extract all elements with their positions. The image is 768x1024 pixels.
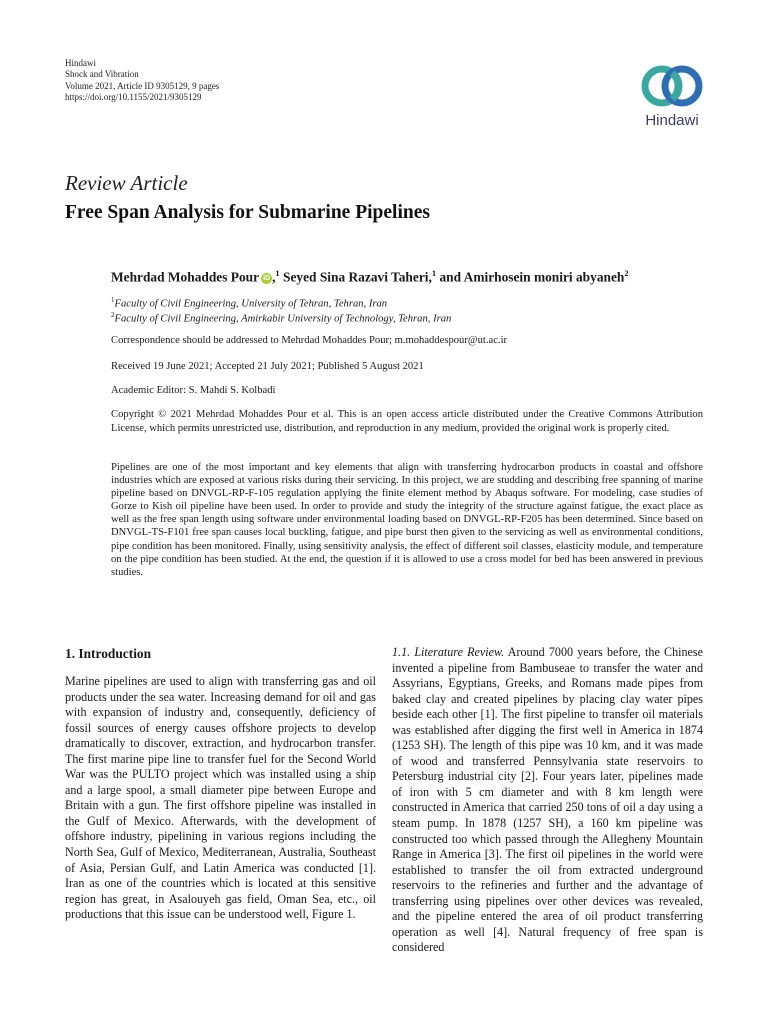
academic-editor: Academic Editor: S. Mahdi S. Kolbadi — [111, 385, 276, 396]
orcid-icon[interactable]: iD — [263, 275, 271, 283]
author-name[interactable]: Seyed Sina Razavi Taheri, — [283, 269, 432, 285]
journal-meta — [65, 58, 219, 104]
right-column — [392, 645, 703, 956]
doi-link[interactable]: https://doi.org/10.1155/2021/9305129 — [65, 92, 202, 103]
body-paragraph — [392, 645, 703, 956]
correspondence: Correspondence should be addressed to Mehrdad Mohaddes Pour; m.mohaddespour@ut.ac.ir — [111, 335, 508, 346]
article-title: Free Span Analysis for Submarine Pipelines — [65, 202, 430, 223]
body-text: Around 7000 years before, the Chinese invented a pipeline from Bambuseae to transfer the water and Assyrians, Egyptians, Greeks, and Romans made pipes from baked clay and created pipelines by placing clay water pipes beside each other [1]. The first pipeline to transfer oil materials was established after digging the first well in America in 1874 (1253 SH). The length of this pipe was 10 km, and it was made of wood and transferred Pennsylvania state reservoirs to Petersburg industrial city [2]. Four years later, pipelines made of iron with 5 cm diameter and with 8 km length were constructed in America that carried 250 tons of oil a day using a steam pump. In 1878 (1257 SH), a 160 km pipeline was constructed too which passed through the Allegheny Mountain Range in America [3]. The first oil pipelines in the world were established to transfer the oil from extracted underground reservoirs to the refineries and further and the advantage of transferring using pipelines over other devices was revealed, and the pipeline entered the area of oil product transferring operation as well [4]. Natural frequency of free span is considered — [392, 645, 703, 955]
author-affiliation-sup: 1 — [275, 268, 280, 278]
author-name[interactable]: Mehrdad Mohaddes Pour — [111, 269, 260, 285]
affiliation-text: Faculty of Civil Engineering, Amirkabir University of Technology, Tehran, Iran — [114, 313, 452, 325]
volume-line: Volume 2021, Article ID 9305129, 9 pages — [65, 80, 220, 91]
section-heading: 1. Introduction — [65, 646, 152, 661]
left-column — [65, 645, 376, 923]
article-type: Review Article — [65, 171, 188, 195]
body-paragraph: Marine pipelines are used to align with transferring gas and oil products under the sea water. Increasing demand for oil and gas with expansion of industry and, consequently, deficiency of fossil sources of energy causes offshore projects to develop dramatically to discover, extraction, and hydrocarbon transfer. The first marine pipe line to transfer fuel for the Second World War was the PULTO project which was installed using a ship and a large spool, a small diameter pipe between Europe and Britain with a gun. The first offshore pipeline was installed in the Gulf of Mexico. Afterwards, with the development of offshore industry, pipelining in various regions including the North Sea, Gulf of Mexico, Mediterranean, Australia, Southeast of Asia, Persian Gulf, and Latin America was conducted [1]. Iran as one of the countries which is located at this sensitive region has great, in Asalouyeh gas field, Oman Sea, etc., oil productions that this issue can be understood well, Figure 1. — [65, 674, 376, 922]
affiliation-number: 1 — [111, 296, 115, 304]
journal-name: Shock and Vibration — [65, 69, 139, 80]
subsection-heading: 1.1. Literature Review. — [392, 645, 505, 659]
affiliation-text: Faculty of Civil Engineering, University of Tehran, Tehran, Iran — [114, 298, 388, 310]
publication-dates: Received 19 June 2021; Accepted 21 July 2021; Published 5 August 2021 — [111, 361, 424, 372]
affiliation-1 — [111, 296, 387, 310]
publisher-name: Hindawi — [65, 58, 96, 68]
affiliation-number: 2 — [111, 311, 115, 319]
affiliation-2 — [111, 311, 451, 325]
author-name[interactable]: and Amirhosein moniri abyaneh — [439, 269, 625, 285]
author-affiliation-sup: 1 — [431, 268, 437, 278]
author-list: Mehrdad Mohaddes Pour iD ,$^1$ Seyed Sina Razavi Taheri,$^1$ and Amirhosein moniri abyaneh$^2$ — [111, 268, 629, 285]
copyright-notice: Copyright © 2021 Mehrdad Mohaddes Pour et al. This is an open access article distributed under the Creative Commons Attribution License, which permits unrestricted use, distribution, and reproduction in any medium, provided the original work is properly cited. — [111, 409, 703, 434]
author-affiliation-sup: 2 — [624, 268, 629, 278]
abstract: Pipelines are one of the most important and key elements that align with transferring hydrocarbon products in coastal and offshore industries which are exposed at various risks during their servicing. In this project, we are studding and describing free spanning of marine pipeline based on DNVGL-RP-F-105 regulation applying the finite element method by Abaqus software. For modeling, case studies of Gorze to Kish oil pipeline have been used. In order to provide and study the integrity of the structure against fatigue, the exact place as well as the free span length using software under environmental loading based on DNVGL-RP-F205 has been determined. Since based on DNVGL-TS-F101 free span causes local buckling, fatigue, and pipe burst then given to the servicing as well as environmental conditions, pipe condition has been monitored. Finally, using sensitivity analysis, the effect of different soil classes, elasticity module, and temperature on the pipe condition has been studied. At the end, the question if it is allowed to use a cross model for bed has been answered in previous studies. — [111, 462, 703, 578]
hindawi-logo-text: Hindawi — [645, 112, 699, 129]
